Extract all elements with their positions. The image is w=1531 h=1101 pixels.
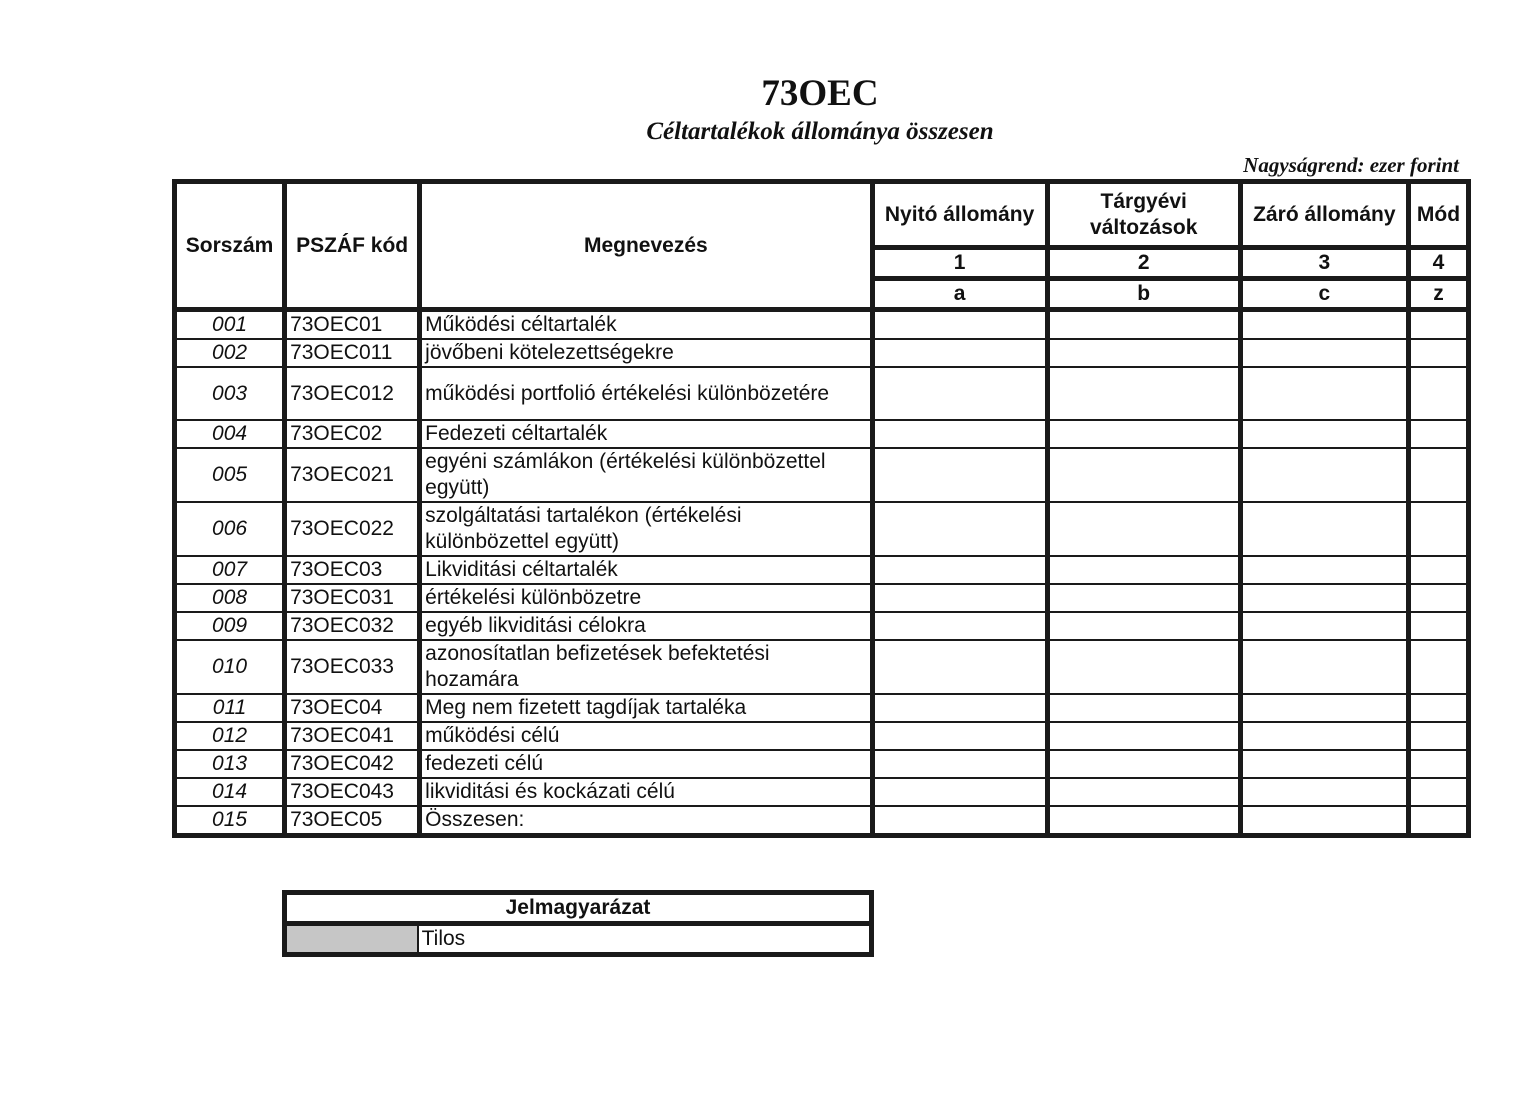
row-sorszam: 007 — [175, 556, 285, 584]
header-col-letter: a — [872, 279, 1047, 310]
header-col-letter: z — [1408, 279, 1468, 310]
row-mod-cell[interactable] — [1408, 750, 1468, 778]
row-megnevezes: Összesen: — [420, 806, 872, 836]
row-targyevi-cell[interactable] — [1047, 694, 1240, 722]
row-nyito-cell[interactable] — [872, 806, 1047, 836]
header-col-number: 2 — [1047, 248, 1240, 279]
row-mod-cell[interactable] — [1408, 339, 1468, 367]
row-mod-cell[interactable] — [1408, 310, 1468, 340]
row-sorszam: 008 — [175, 584, 285, 612]
row-zaro-cell[interactable] — [1240, 694, 1408, 722]
table-row — [175, 339, 1469, 367]
row-pszaf-kod: 73OEC042 — [285, 750, 420, 778]
row-mod-cell[interactable] — [1408, 694, 1468, 722]
row-sorszam: 006 — [175, 502, 285, 556]
row-sorszam: 002 — [175, 339, 285, 367]
legend-table — [282, 890, 874, 957]
table-row — [175, 420, 1469, 448]
row-targyevi-cell[interactable] — [1047, 722, 1240, 750]
header-col-number: 3 — [1240, 248, 1408, 279]
header-pszaf-kod: PSZÁF kód — [285, 182, 420, 310]
header-col-number: 1 — [872, 248, 1047, 279]
legend-swatch-tilos — [285, 924, 418, 955]
row-megnevezes: fedezeti célú — [420, 750, 872, 778]
header-col-letter: b — [1047, 279, 1240, 310]
row-pszaf-kod: 73OEC01 — [285, 310, 420, 340]
row-pszaf-kod: 73OEC021 — [285, 448, 420, 502]
row-megnevezes: működési célú — [420, 722, 872, 750]
row-megnevezes: Meg nem fizetett tagdíjak tartaléka — [420, 694, 872, 722]
row-nyito-cell[interactable] — [872, 310, 1047, 340]
row-megnevezes: azonosítatlan befizetések befektetési hozamára — [420, 640, 872, 694]
row-megnevezes: Likviditási céltartalék — [420, 556, 872, 584]
row-mod-cell[interactable] — [1408, 448, 1468, 502]
row-nyito-cell[interactable] — [872, 502, 1047, 556]
row-megnevezes: szolgáltatási tartalékon (értékelési különbözettel együtt) — [420, 502, 872, 556]
row-megnevezes: Működési céltartalék — [420, 310, 872, 340]
row-sorszam: 011 — [175, 694, 285, 722]
row-targyevi-cell[interactable] — [1047, 612, 1240, 640]
row-megnevezes: egyéni számlákon (értékelési különbözettel együtt) — [420, 448, 872, 502]
row-pszaf-kod: 73OEC033 — [285, 640, 420, 694]
row-pszaf-kod: 73OEC011 — [285, 339, 420, 367]
row-pszaf-kod: 73OEC05 — [285, 806, 420, 836]
unit-label: Nagyságrend: ezer forint — [1243, 153, 1459, 177]
row-nyito-cell[interactable] — [872, 367, 1047, 420]
row-targyevi-cell[interactable] — [1047, 778, 1240, 806]
table-row — [175, 310, 1469, 340]
row-targyevi-cell[interactable] — [1047, 448, 1240, 502]
header-megnevezes: Megnevezés — [420, 182, 872, 310]
row-targyevi-cell[interactable] — [1047, 367, 1240, 420]
row-pszaf-kod: 73OEC03 — [285, 556, 420, 584]
row-sorszam: 005 — [175, 448, 285, 502]
row-zaro-cell[interactable] — [1240, 640, 1408, 694]
row-nyito-cell[interactable] — [872, 556, 1047, 584]
row-pszaf-kod: 73OEC041 — [285, 722, 420, 750]
row-targyevi-cell[interactable] — [1047, 806, 1240, 836]
row-zaro-cell[interactable] — [1240, 722, 1408, 750]
row-zaro-cell[interactable] — [1240, 806, 1408, 836]
row-pszaf-kod: 73OEC02 — [285, 420, 420, 448]
row-mod-cell[interactable] — [1408, 640, 1468, 694]
row-nyito-cell[interactable] — [872, 750, 1047, 778]
row-nyito-cell[interactable] — [872, 640, 1047, 694]
header-col-letter: c — [1240, 279, 1408, 310]
row-mod-cell[interactable] — [1408, 502, 1468, 556]
table-row — [175, 640, 1469, 694]
table-row — [175, 448, 1469, 502]
row-zaro-cell[interactable] — [1240, 584, 1408, 612]
row-mod-cell[interactable] — [1408, 722, 1468, 750]
row-megnevezes: jövőbeni kötelezettségekre — [420, 339, 872, 367]
header-sorszam: Sorszám — [175, 182, 285, 310]
legend-title: Jelmagyarázat — [285, 893, 872, 924]
row-pszaf-kod: 73OEC043 — [285, 778, 420, 806]
row-zaro-cell[interactable] — [1240, 367, 1408, 420]
row-pszaf-kod: 73OEC031 — [285, 584, 420, 612]
table-row — [175, 722, 1469, 750]
row-mod-cell[interactable] — [1408, 420, 1468, 448]
row-sorszam: 003 — [175, 367, 285, 420]
row-nyito-cell[interactable] — [872, 584, 1047, 612]
row-zaro-cell[interactable] — [1240, 339, 1408, 367]
row-sorszam: 012 — [175, 722, 285, 750]
row-mod-cell[interactable] — [1408, 806, 1468, 836]
row-nyito-cell[interactable] — [872, 448, 1047, 502]
row-mod-cell[interactable] — [1408, 778, 1468, 806]
row-sorszam: 015 — [175, 806, 285, 836]
table-row — [175, 502, 1469, 556]
row-megnevezes: likviditási és kockázati célú — [420, 778, 872, 806]
table-row — [175, 750, 1469, 778]
report-table — [172, 179, 1471, 838]
table-row — [175, 367, 1469, 420]
row-targyevi-cell[interactable] — [1047, 502, 1240, 556]
row-mod-cell[interactable] — [1408, 556, 1468, 584]
row-zaro-cell[interactable] — [1240, 556, 1408, 584]
row-targyevi-cell[interactable] — [1047, 750, 1240, 778]
table-row — [175, 806, 1469, 836]
row-zaro-cell[interactable] — [1240, 750, 1408, 778]
row-pszaf-kod: 73OEC012 — [285, 367, 420, 420]
table-row — [175, 778, 1469, 806]
form-title: 73OEC — [761, 73, 879, 114]
row-sorszam: 009 — [175, 612, 285, 640]
row-targyevi-cell[interactable] — [1047, 640, 1240, 694]
row-mod-cell[interactable] — [1408, 584, 1468, 612]
header-col-number: 4 — [1408, 248, 1468, 279]
row-megnevezes: értékelési különbözetre — [420, 584, 872, 612]
row-megnevezes: működési portfolió értékelési különbözetére — [420, 367, 872, 420]
header-mod: Mód — [1408, 182, 1468, 248]
table-row — [175, 556, 1469, 584]
header-nyito-allomany: Nyitó állomány — [872, 182, 1047, 248]
header-zaro-allomany: Záró állomány — [1240, 182, 1408, 248]
row-nyito-cell[interactable] — [872, 694, 1047, 722]
header-targyevi-valtozasok: Tárgyévi változások — [1047, 182, 1240, 248]
row-nyito-cell[interactable] — [872, 339, 1047, 367]
row-nyito-cell[interactable] — [872, 420, 1047, 448]
row-sorszam: 010 — [175, 640, 285, 694]
row-pszaf-kod: 73OEC022 — [285, 502, 420, 556]
row-zaro-cell[interactable] — [1240, 448, 1408, 502]
row-sorszam: 014 — [175, 778, 285, 806]
form-subtitle: Céltartalékok állománya összesen — [646, 118, 994, 145]
row-zaro-cell[interactable] — [1240, 778, 1408, 806]
row-sorszam: 013 — [175, 750, 285, 778]
table-row — [175, 584, 1469, 612]
row-sorszam: 001 — [175, 310, 285, 340]
row-pszaf-kod: 73OEC032 — [285, 612, 420, 640]
row-targyevi-cell[interactable] — [1047, 556, 1240, 584]
row-nyito-cell[interactable] — [872, 778, 1047, 806]
table-row — [175, 694, 1469, 722]
row-zaro-cell[interactable] — [1240, 502, 1408, 556]
row-sorszam: 004 — [175, 420, 285, 448]
row-zaro-cell[interactable] — [1240, 612, 1408, 640]
row-nyito-cell[interactable] — [872, 722, 1047, 750]
row-pszaf-kod: 73OEC04 — [285, 694, 420, 722]
legend-label-tilos: Tilos — [418, 924, 872, 955]
table-row — [175, 612, 1469, 640]
row-megnevezes: egyéb likviditási célokra — [420, 612, 872, 640]
row-zaro-cell[interactable] — [1240, 420, 1408, 448]
row-targyevi-cell[interactable] — [1047, 420, 1240, 448]
row-nyito-cell[interactable] — [872, 612, 1047, 640]
row-mod-cell[interactable] — [1408, 612, 1468, 640]
row-targyevi-cell[interactable] — [1047, 339, 1240, 367]
row-megnevezes: Fedezeti céltartalék — [420, 420, 872, 448]
row-mod-cell[interactable] — [1408, 367, 1468, 420]
row-zaro-cell[interactable] — [1240, 310, 1408, 340]
row-targyevi-cell[interactable] — [1047, 584, 1240, 612]
row-targyevi-cell[interactable] — [1047, 310, 1240, 340]
